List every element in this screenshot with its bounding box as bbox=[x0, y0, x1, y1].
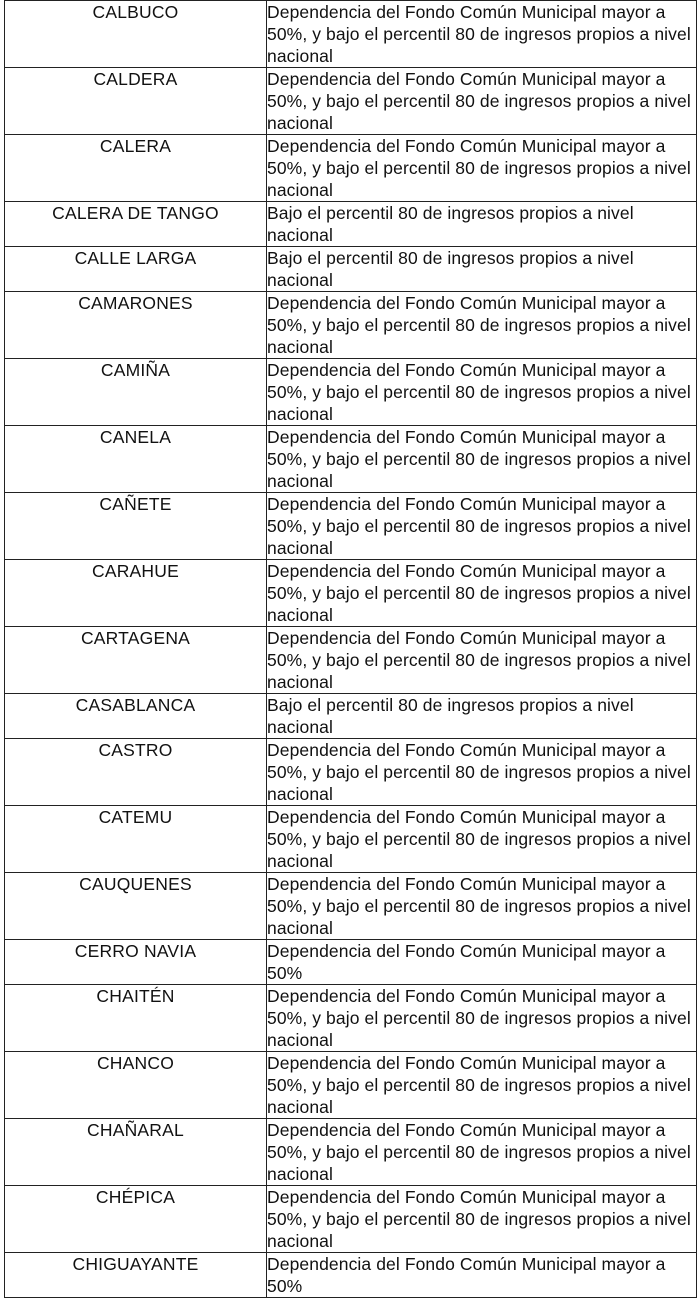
table-row bbox=[5, 1186, 697, 1253]
table-row bbox=[5, 247, 697, 292]
municipality-name: CALERA bbox=[5, 135, 267, 202]
criterion-text: Dependencia del Fondo Común Municipal mayor a 50%, y bajo el percentil 80 de ingresos propios a nivel nacional bbox=[267, 1186, 697, 1253]
table-row bbox=[5, 940, 697, 985]
municipality-name: CANELA bbox=[5, 426, 267, 493]
table-row bbox=[5, 135, 697, 202]
criterion-text: Bajo el percentil 80 de ingresos propios a nivel nacional bbox=[267, 202, 697, 247]
municipality-name: CALBUCO bbox=[5, 1, 267, 68]
municipality-name: CHAÑARAL bbox=[5, 1119, 267, 1186]
criterion-text: Dependencia del Fondo Común Municipal mayor a 50%, y bajo el percentil 80 de ingresos propios a nivel nacional bbox=[267, 806, 697, 873]
criterion-text: Dependencia del Fondo Común Municipal mayor a 50%, y bajo el percentil 80 de ingresos propios a nivel nacional bbox=[267, 493, 697, 560]
table-row bbox=[5, 1052, 697, 1119]
criterion-text: Dependencia del Fondo Común Municipal mayor a 50%, y bajo el percentil 80 de ingresos propios a nivel nacional bbox=[267, 426, 697, 493]
municipality-name: CASABLANCA bbox=[5, 694, 267, 739]
municipality-name: CASTRO bbox=[5, 739, 267, 806]
table-row bbox=[5, 694, 697, 739]
table-row bbox=[5, 68, 697, 135]
table-row bbox=[5, 493, 697, 560]
municipality-name: CATEMU bbox=[5, 806, 267, 873]
criterion-text: Dependencia del Fondo Común Municipal mayor a 50%, y bajo el percentil 80 de ingresos propios a nivel nacional bbox=[267, 985, 697, 1052]
municipality-name: CHAITÉN bbox=[5, 985, 267, 1052]
municipality-name: CHÉPICA bbox=[5, 1186, 267, 1253]
table-row bbox=[5, 1, 697, 68]
table-row bbox=[5, 627, 697, 694]
criterion-text: Dependencia del Fondo Común Municipal mayor a 50% bbox=[267, 940, 697, 985]
criterion-text: Dependencia del Fondo Común Municipal mayor a 50%, y bajo el percentil 80 de ingresos propios a nivel nacional bbox=[267, 627, 697, 694]
criterion-text: Bajo el percentil 80 de ingresos propios a nivel nacional bbox=[267, 694, 697, 739]
municipality-name: CARAHUE bbox=[5, 560, 267, 627]
table-row bbox=[5, 292, 697, 359]
criterion-text: Dependencia del Fondo Común Municipal mayor a 50%, y bajo el percentil 80 de ingresos propios a nivel nacional bbox=[267, 135, 697, 202]
table-row bbox=[5, 739, 697, 806]
municipality-name: CARTAGENA bbox=[5, 627, 267, 694]
municipality-name: CALERA DE TANGO bbox=[5, 202, 267, 247]
criterion-text: Dependencia del Fondo Común Municipal mayor a 50%, y bajo el percentil 80 de ingresos propios a nivel nacional bbox=[267, 873, 697, 940]
criterion-text: Dependencia del Fondo Común Municipal mayor a 50%, y bajo el percentil 80 de ingresos propios a nivel nacional bbox=[267, 68, 697, 135]
criterion-text: Dependencia del Fondo Común Municipal mayor a 50%, y bajo el percentil 80 de ingresos propios a nivel nacional bbox=[267, 1119, 697, 1186]
municipality-name: CHIGUAYANTE bbox=[5, 1253, 267, 1298]
criterion-text: Dependencia del Fondo Común Municipal mayor a 50%, y bajo el percentil 80 de ingresos propios a nivel nacional bbox=[267, 739, 697, 806]
criterion-text: Dependencia del Fondo Común Municipal mayor a 50%, y bajo el percentil 80 de ingresos propios a nivel nacional bbox=[267, 359, 697, 426]
municipality-name: CAMARONES bbox=[5, 292, 267, 359]
table-row bbox=[5, 359, 697, 426]
municipality-name: CALLE LARGA bbox=[5, 247, 267, 292]
criterion-text: Dependencia del Fondo Común Municipal mayor a 50% bbox=[267, 1253, 697, 1298]
municipality-name: CAMIÑA bbox=[5, 359, 267, 426]
municipality-name: CERRO NAVIA bbox=[5, 940, 267, 985]
table-row bbox=[5, 202, 697, 247]
criterion-text: Bajo el percentil 80 de ingresos propios a nivel nacional bbox=[267, 247, 697, 292]
criterion-text: Dependencia del Fondo Común Municipal mayor a 50%, y bajo el percentil 80 de ingresos propios a nivel nacional bbox=[267, 1052, 697, 1119]
municipality-name: CHANCO bbox=[5, 1052, 267, 1119]
criterion-text: Dependencia del Fondo Común Municipal mayor a 50%, y bajo el percentil 80 de ingresos propios a nivel nacional bbox=[267, 560, 697, 627]
criterion-text: Dependencia del Fondo Común Municipal mayor a 50%, y bajo el percentil 80 de ingresos propios a nivel nacional bbox=[267, 1, 697, 68]
table-row bbox=[5, 1119, 697, 1186]
table-row bbox=[5, 560, 697, 627]
municipality-criteria-table bbox=[4, 0, 697, 1298]
table-row bbox=[5, 873, 697, 940]
table-row bbox=[5, 426, 697, 493]
table-row bbox=[5, 1253, 697, 1298]
municipality-name: CALDERA bbox=[5, 68, 267, 135]
municipality-name: CAÑETE bbox=[5, 493, 267, 560]
municipality-name: CAUQUENES bbox=[5, 873, 267, 940]
table-row bbox=[5, 985, 697, 1052]
table-row bbox=[5, 806, 697, 873]
criterion-text: Dependencia del Fondo Común Municipal mayor a 50%, y bajo el percentil 80 de ingresos propios a nivel nacional bbox=[267, 292, 697, 359]
